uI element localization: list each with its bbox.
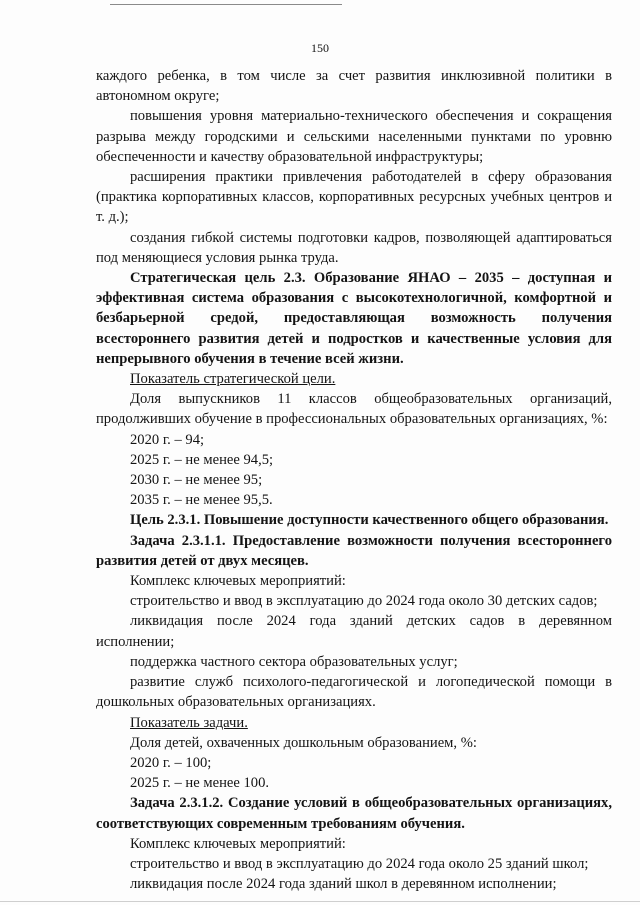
paragraph: Цель 2.3.1. Повышение доступности качественного общего образования. — [130, 512, 609, 529]
paragraph: 2020 г. – 94; — [130, 431, 205, 448]
document-body — [96, 66, 612, 894]
paragraph: 2025 г. – не менее 100. — [130, 775, 270, 792]
paragraph: повышения уровня материально-технического обеспечения и сокращения разрыва между городскими и сельскими населенными пунктами по уровню обеспеченности и качеству образовательной инфраструктуры; — [96, 108, 612, 165]
paragraph: строительство и ввод в эксплуатацию до 2024 года около 30 детских садов; — [130, 593, 598, 610]
paragraph: 2035 г. – не менее 95,5. — [130, 492, 273, 509]
paragraph: каждого ребенка, в том числе за счет развития инклюзивной политики в автономном округе; — [96, 68, 612, 105]
paragraph: Доля детей, охваченных дошкольным образованием, %: — [130, 734, 477, 751]
paragraph: Задача 2.3.1.1. Предоставление возможности получения всестороннего развития детей от двух месяцев. — [96, 532, 612, 569]
paragraph: 2025 г. – не менее 94,5; — [130, 451, 274, 468]
paragraph: создания гибкой системы подготовки кадров, позволяющей адаптироваться под меняющиеся условия рынка труда. — [96, 229, 612, 266]
paragraph: Комплекс ключевых мероприятий: — [130, 835, 346, 852]
paragraph: Показатель задачи. — [130, 714, 248, 731]
paragraph: поддержка частного сектора образовательных услуг; — [130, 653, 458, 670]
paragraph: Доля выпускников 11 классов общеобразовательных организаций, продолживших обучение в профессиональных образовательных организациях, %: — [96, 391, 612, 428]
top-rule — [110, 4, 342, 5]
paragraph: развитие служб психолого-педагогической и логопедической помощи в дошкольных образовательных организациях. — [96, 674, 612, 711]
paragraph: ликвидация после 2024 года зданий детских садов в деревянном исполнении; — [96, 613, 612, 650]
bottom-rule — [0, 901, 640, 902]
paragraph: Стратегическая цель 2.3. Образование ЯНАО – 2035 – доступная и эффективная система образования с высокотехнологичной, комфортной и безбарьерной средой, предоставляющая возможность получения всестороннего развития детей и подростков и качественные условия для непрерывного обучения в течение всей жизни. — [96, 270, 612, 367]
paragraph: Показатель стратегической цели. — [130, 371, 336, 388]
paragraph: 2030 г. – не менее 95; — [130, 472, 263, 489]
paragraph: расширения практики привлечения работодателей в сферу образования (практика корпоративных классов, корпоративных ресурсных учебных центров и т. д.); — [96, 169, 612, 226]
paragraph: Задача 2.3.1.2. Создание условий в общеобразовательных организациях, соответствующих современным требованиям обучения. — [96, 795, 612, 832]
paragraph: Комплекс ключевых мероприятий: — [130, 573, 346, 590]
page-number: 150 — [311, 41, 329, 55]
paragraph: ликвидация после 2024 года зданий школ в деревянном исполнении; — [130, 876, 557, 893]
paragraph: 2020 г. – 100; — [130, 754, 212, 771]
paragraph: строительство и ввод в эксплуатацию до 2024 года около 25 зданий школ; — [130, 855, 589, 872]
